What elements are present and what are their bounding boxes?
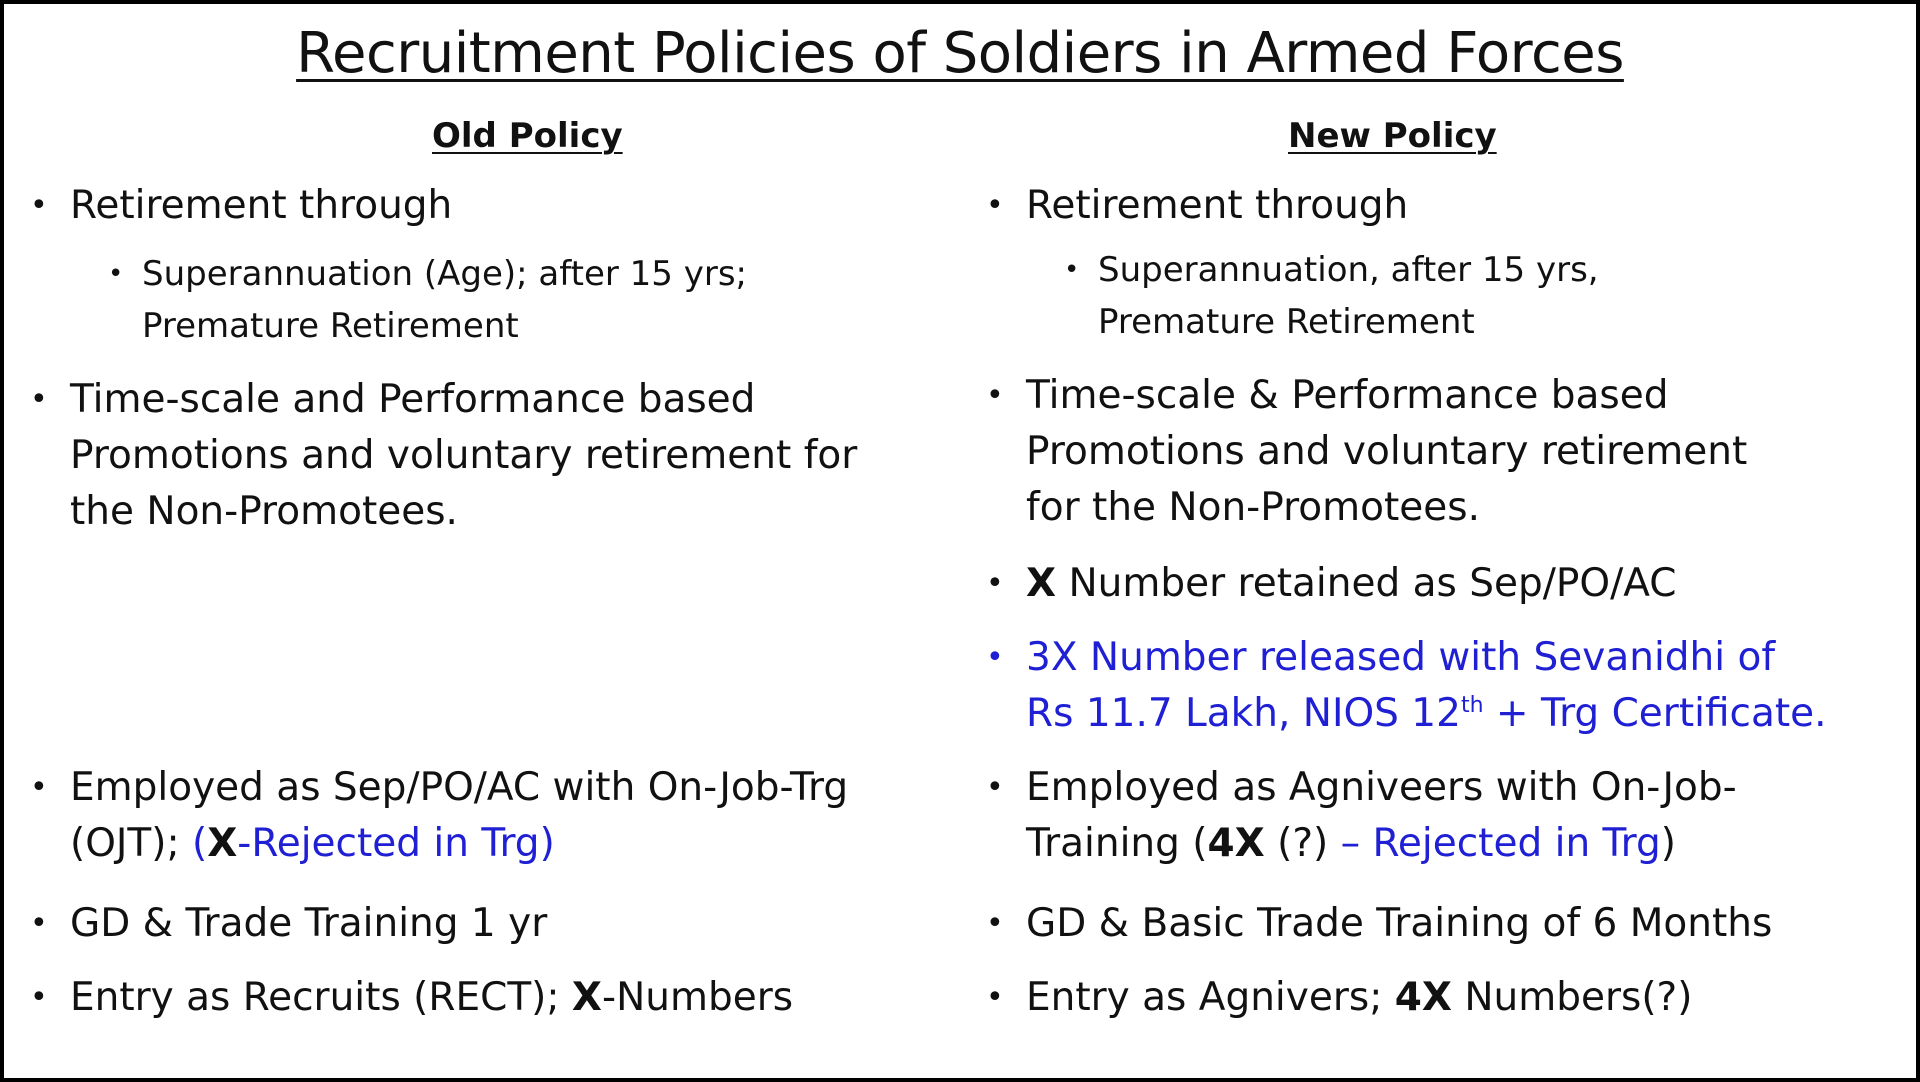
- new-released-item: [986, 630, 1827, 742]
- bullet: •: [986, 770, 1004, 805]
- bullet: •: [986, 980, 1004, 1015]
- new-policy-heading: New Policy: [1288, 116, 1497, 156]
- new-employed-line1: Employed as Agniveers with On-Job-: [1026, 765, 1737, 810]
- bullet: •: [986, 378, 1004, 413]
- old-employed-line1: Employed as Sep/PO/AC with On-Job-Trg: [70, 765, 849, 810]
- old-retirement-sub-line2: Premature Retirement: [142, 306, 519, 346]
- new-entry-item: • Entry as Agnivers; 4X Numbers(?): [1026, 970, 1692, 1026]
- bullet: •: [986, 566, 1004, 601]
- new-training-item: [986, 896, 1773, 952]
- new-retirement-text: Retirement through: [1026, 183, 1409, 228]
- bullet: •: [30, 906, 48, 941]
- bullet: •: [30, 382, 48, 417]
- old-promotions-line2: Promotions and voluntary retirement for: [70, 433, 858, 478]
- new-employed-line2: Training (4X (?) – Rejected in Trg): [1026, 821, 1676, 866]
- new-employed-item: [986, 760, 1737, 872]
- old-retirement-sub-item: [108, 248, 747, 352]
- bullet: •: [108, 259, 124, 289]
- new-released-line2: Rs 11.7 Lakh, NIOS 12th + Trg Certificate.: [1026, 691, 1827, 736]
- new-released-line1: 3X Number released with Sevanidhi of: [1026, 635, 1776, 680]
- bullet: •: [986, 640, 1004, 675]
- bullet: •: [30, 980, 48, 1015]
- old-entry-item: • Entry as Recruits (RECT); X-Numbers: [70, 970, 793, 1026]
- old-retirement-sub-line1: Superannuation (Age); after 15 yrs;: [142, 254, 747, 294]
- old-promotions-line3: the Non-Promotees.: [70, 489, 458, 534]
- new-retirement-sub-item: [1064, 244, 1599, 348]
- old-employed-item: [30, 760, 849, 872]
- new-promotions-item: [986, 368, 1748, 536]
- new-training-text: GD & Basic Trade Training of 6 Months: [1026, 901, 1773, 946]
- new-promotions-line3: for the Non-Promotees.: [1026, 485, 1480, 530]
- old-promotions-item: [30, 372, 858, 540]
- slide-title: Recruitment Policies of Soldiers in Armed Forces: [296, 21, 1624, 86]
- old-employed-line2: (OJT); (X-Rejected in Trg): [70, 821, 555, 866]
- old-policy-heading: Old Policy: [432, 116, 623, 156]
- bullet: •: [986, 188, 1004, 223]
- new-promotions-line2: Promotions and voluntary retirement: [1026, 429, 1748, 474]
- bullet: •: [30, 188, 48, 223]
- bullet: •: [986, 906, 1004, 941]
- bullet: •: [30, 770, 48, 805]
- old-training-text: GD & Trade Training 1 yr: [70, 901, 548, 946]
- new-retirement-sub-line2: Premature Retirement: [1098, 302, 1475, 342]
- new-promotions-line1: Time-scale & Performance based: [1026, 373, 1669, 418]
- old-retirement-text: Retirement through: [70, 183, 453, 228]
- new-retirement-sub-line1: Superannuation, after 15 yrs,: [1098, 250, 1599, 290]
- old-retirement-item: [30, 178, 453, 234]
- old-training-item: [30, 896, 548, 952]
- bullet: •: [1064, 255, 1080, 285]
- old-promotions-line1: Time-scale and Performance based: [70, 377, 756, 422]
- new-retained-item: • X Number retained as Sep/PO/AC: [1026, 556, 1676, 612]
- new-retirement-item: [986, 178, 1409, 234]
